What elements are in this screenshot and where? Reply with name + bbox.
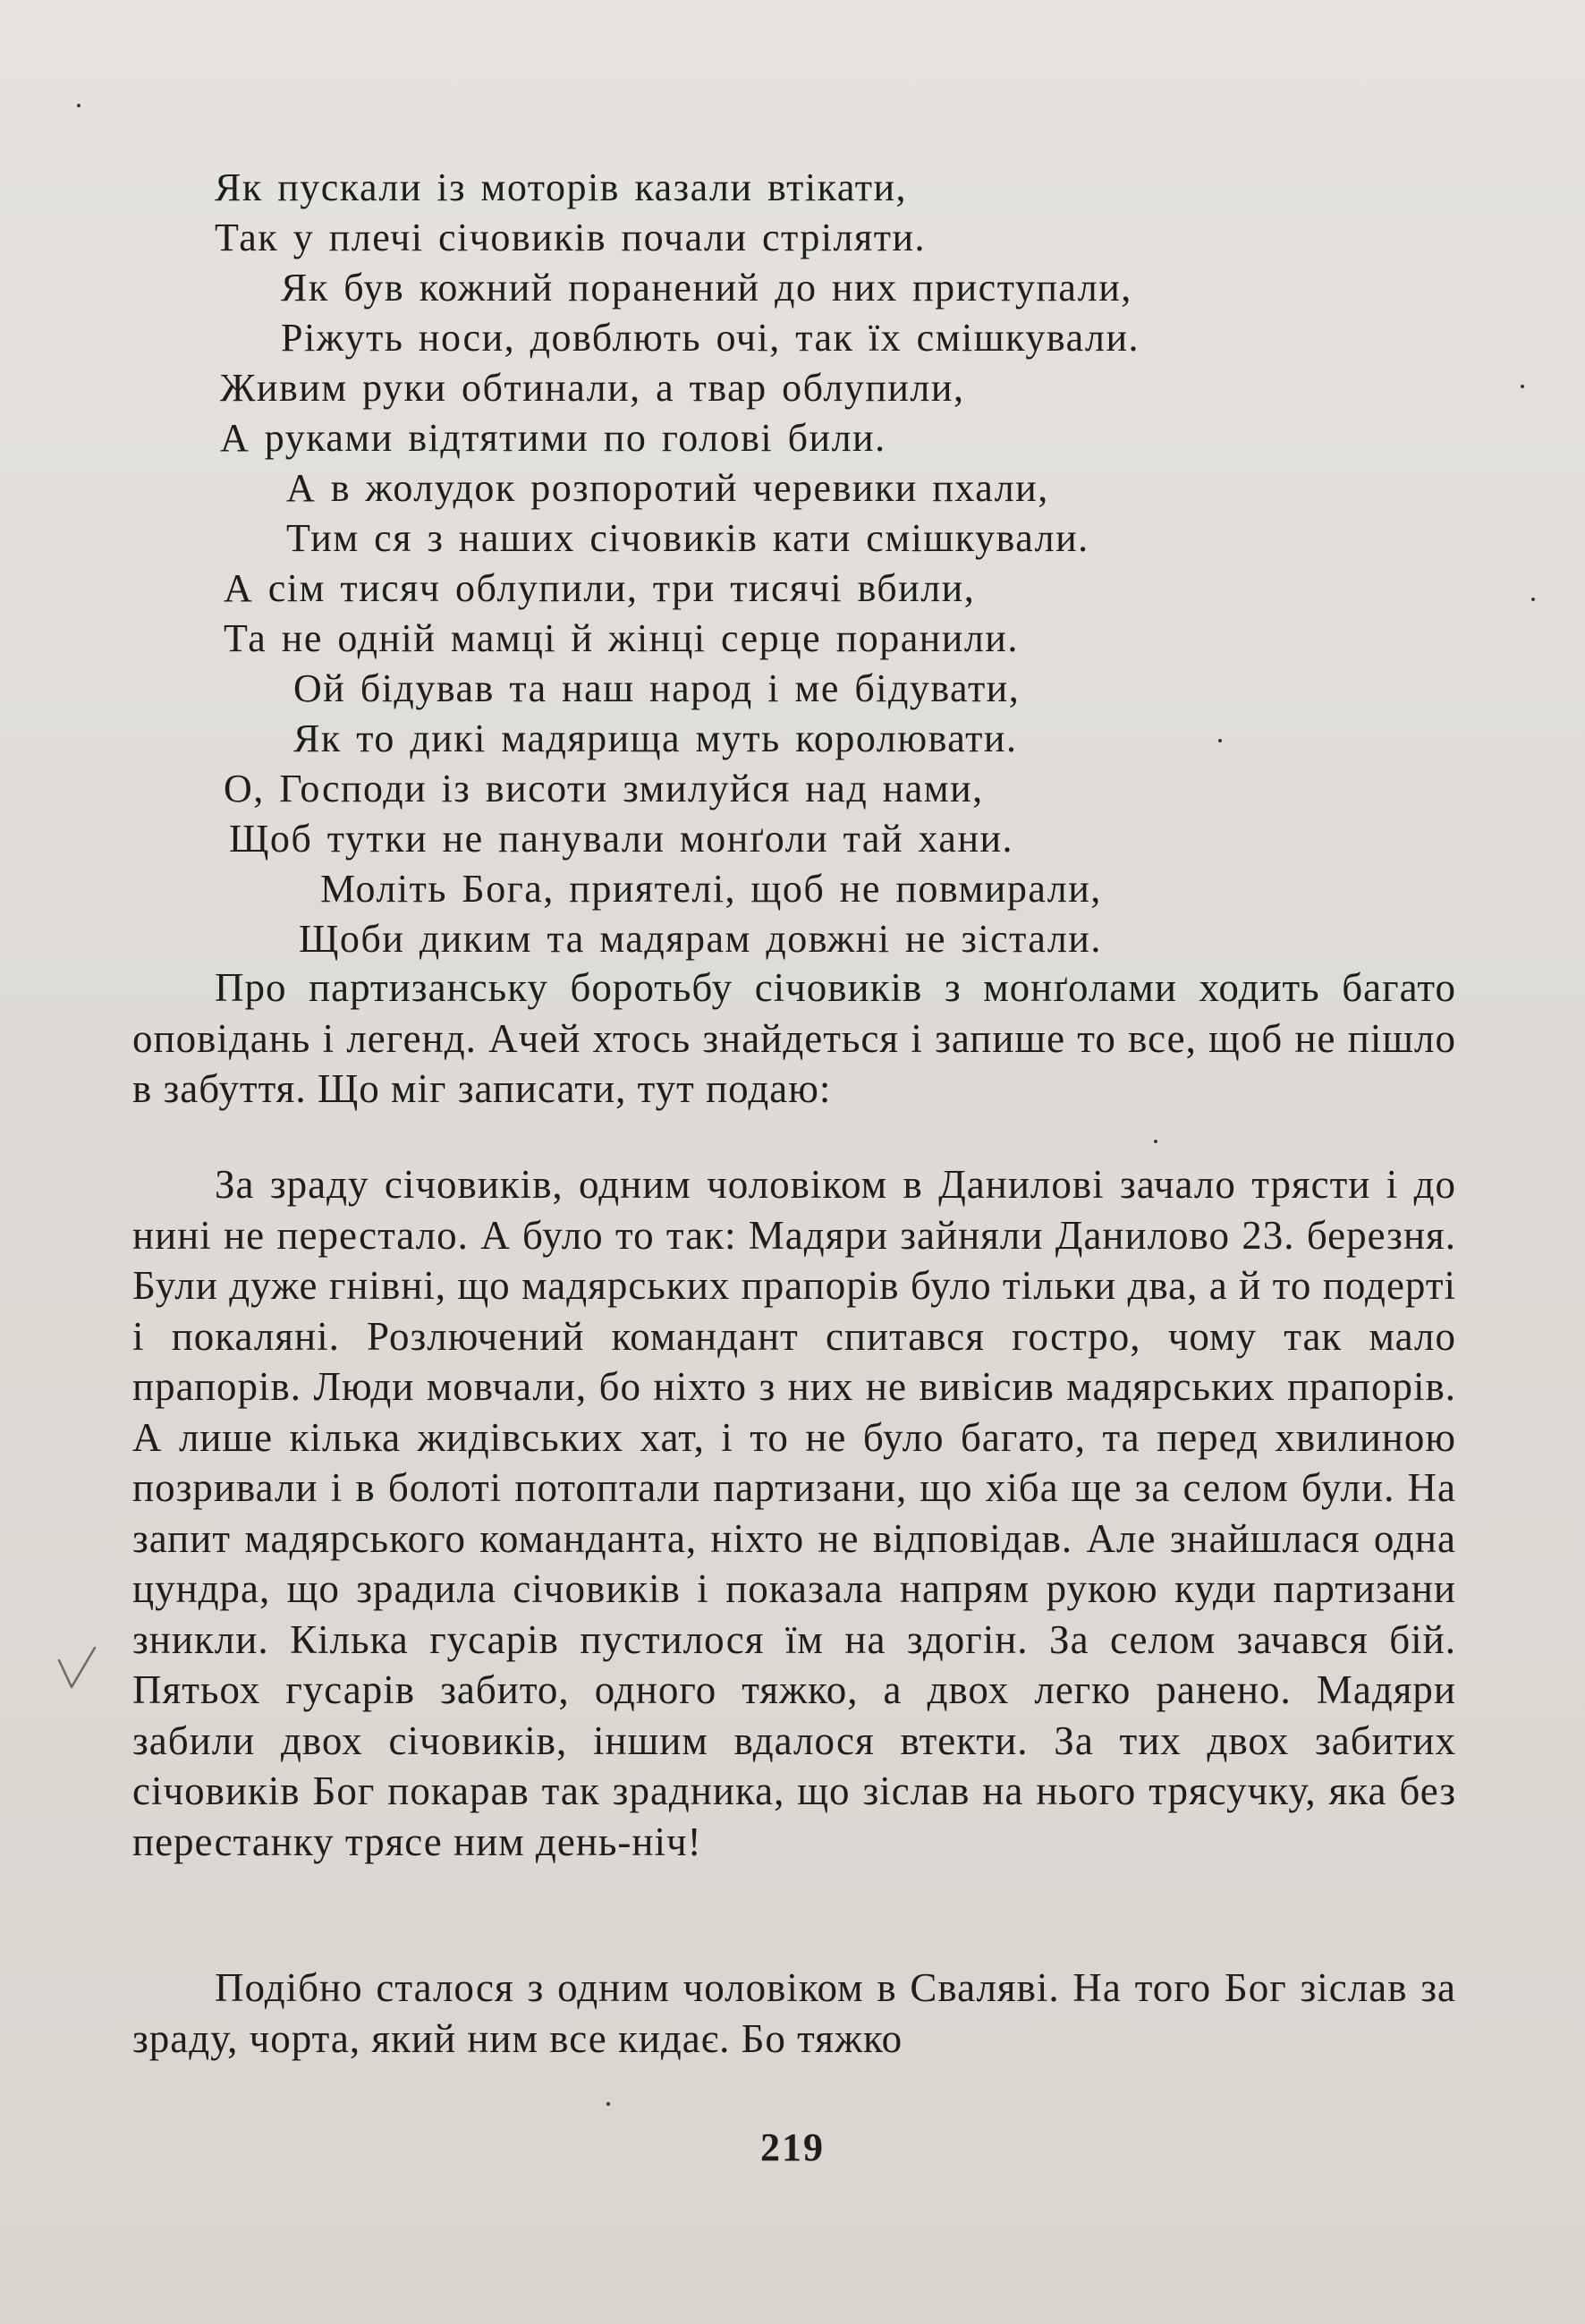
poem-line: Як був кожний поранений до них приступали, xyxy=(281,266,1132,310)
paper-speck xyxy=(1531,598,1535,601)
poem-line: А сім тисяч облупили, три тисячі вбили, xyxy=(224,566,976,610)
page-number: 219 xyxy=(760,2125,825,2169)
poem-line: Ой бідував та наш народ і ме бідувати, xyxy=(293,666,1021,710)
poem-line: Так у плечі січовиків почали стріляти. xyxy=(215,216,927,259)
poem-line: Щоби диким та мадярам довжні не зістали. xyxy=(299,917,1102,961)
pencil-checkmark-icon xyxy=(55,1644,98,1694)
poem-line: А в жолудок розпоротий черевики пхали, xyxy=(286,466,1049,510)
paper-speck xyxy=(1521,385,1524,388)
poem-line: Та не одній мамці й жінці серце поранили. xyxy=(224,616,1019,660)
paragraph: За зраду січовиків, одним чоловіком в Данилові зачало трясти і до нині не перестало. А було то так: Мадяри зайняли Данилово 23. березня. Були дуже гнівні, що мадярських прапорів було тільки два, а й то подерті і покаляні. Розлючений командант спитався гостро, чому так мало прапорів. Люди мовчали, бо ніхто з них не вивісив мадярських прапорів. А лише кілька жидівських хат, і то не було багато, та перед хвилиною позривали і в болоті потоптали партизани, що хіба ще за селом були. На запит мадярського команданта, ніхто не відповідав. Але знайшлася одна цундра, що зрадила січовиків і показала напрям рукою куди партизани зникли. Кілька гусарів пустилося їм на здогін. За селом зачався бій. Пятьох гусарів забито, одного тяжко, а двох легко ранено. Мадяри забили двох січовиків, іншим вдалося втекти. За тих двох забитих січовиків Бог покарав так зрадника, що зіслав на нього трясучку, яка без перестанку трясе ним день-ніч! xyxy=(132,1162,1456,1864)
poem-line: Ріжуть носи, довблють очі, так їх смішкували. xyxy=(281,316,1140,360)
paragraph: Про партизанську боротьбу січовиків з монґолами ходить багато оповідань і легенд. Ачей хтось знайдеться і запише то все, щоб не пішло в забуття. Що міг записати, тут подаю: xyxy=(132,965,1456,1111)
poem-line: Тим ся з наших січовиків кати смішкували. xyxy=(286,516,1089,560)
paper-speck xyxy=(77,104,81,107)
paper-speck xyxy=(1218,739,1222,742)
poem-line: Як то дикі мадярища муть королювати. xyxy=(293,717,1018,760)
paragraph: Подібно сталося з одним чоловіком в Сваляві. На того Бог зіслав за зраду, чорта, який ним все кидає. Бо тяжко xyxy=(132,1965,1456,2061)
poem-line: Живим руки обтинали, а твар облупили, xyxy=(220,366,965,410)
poem-line: Як пускали із моторів казали втікати, xyxy=(215,165,907,209)
poem-line: О, Господи із висоти змилуйся над нами, xyxy=(224,767,984,810)
poem-line: Щоб тутки не панували монґоли тай хани. xyxy=(229,817,1014,861)
poem-line: А руками відтятими по голові били. xyxy=(220,416,886,460)
poem-line: Моліть Бога, приятелі, щоб не повмирали, xyxy=(320,867,1102,911)
paper-speck xyxy=(1154,1140,1157,1143)
paper-speck xyxy=(606,2102,610,2106)
